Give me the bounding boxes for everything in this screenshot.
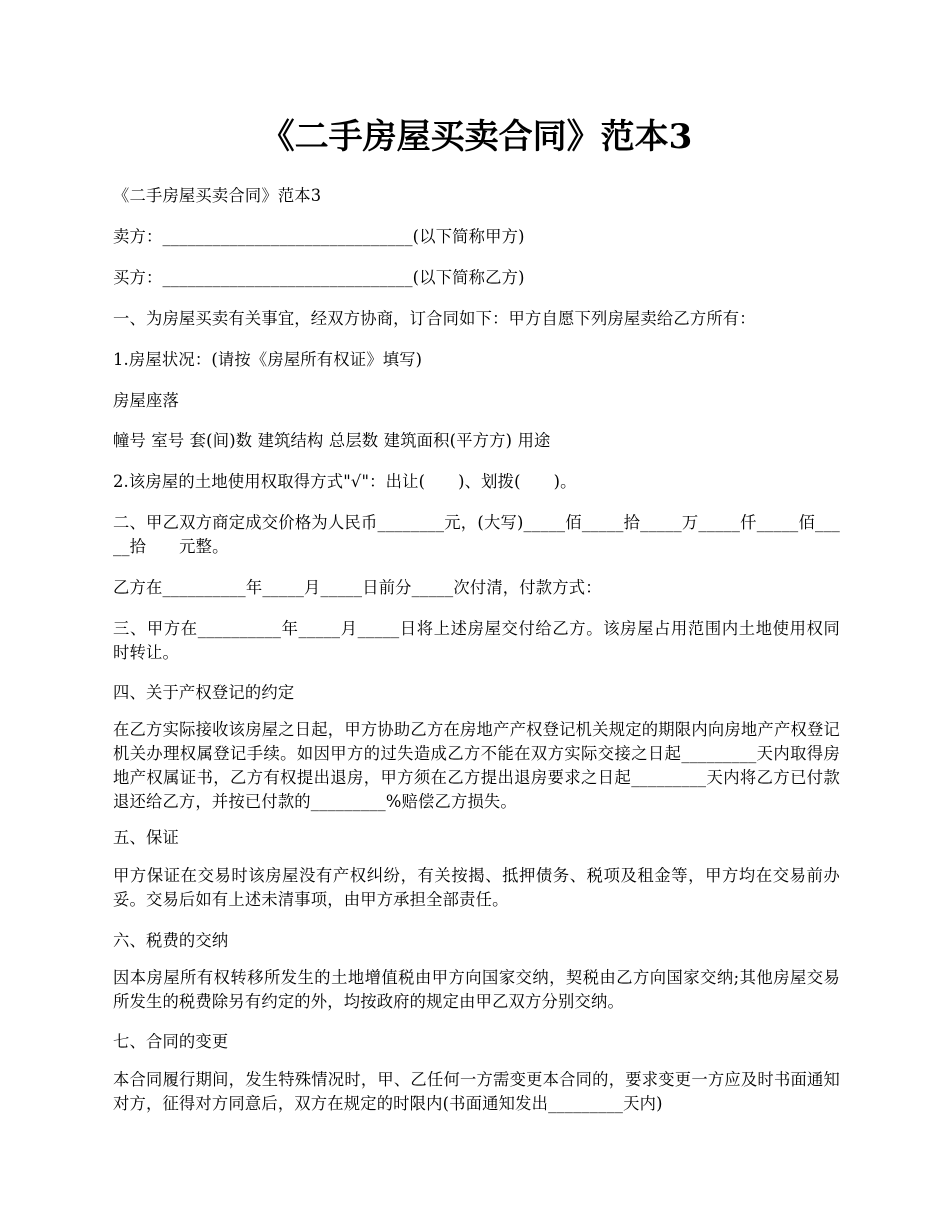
- document-page: [113, 0, 840, 1113]
- clause-4-body: 在乙方实际接收该房屋之日起，甲方协助乙方在房地产产权登记机关规定的期限内向房地产产权登记机关办理权属登记手续。如因甲方的过失造成乙方不能在双方实际交接之日起_________天内取得房地产权属证书，乙方有权提出退房，甲方须在乙方提出退房要求之日起_________天内将乙方已付款退还给乙方，并按已付款的_________%赔偿乙方损失。: [113, 720, 840, 811]
- house-status-line: 1.房屋状况：(请按《房屋所有权证》填写): [113, 350, 423, 369]
- subtitle-line: 《二手房屋买卖合同》范本3: [113, 186, 322, 205]
- clause-6-heading: 六、税费的交纳: [113, 931, 229, 950]
- document-title: 《二手房屋买卖合同》范本3: [260, 117, 693, 157]
- clause-3-delivery: 三、甲方在__________年_____月_____日将上述房屋交付给乙方。该房屋占用范围内土地使用权同时转让。: [113, 619, 840, 662]
- seller-line: 卖方：______________________________(以下简称甲方): [113, 227, 525, 246]
- house-location-line: 房屋座落: [113, 391, 179, 410]
- clause-2-price: 二、甲乙双方商定成交价格为人民币________元，(大写)_____佰_____拾_____万_____仟_____佰_____拾 元整。: [113, 513, 840, 556]
- clause-6-body: 因本房屋所有权转移所发生的土地增值税由甲方向国家交纳，契税由乙方向国家交纳;其他房屋交易所发生的税费除另有约定的外，均按政府的规定由甲乙双方分别交纳。: [113, 968, 840, 1011]
- house-fields-line: 幢号 室号 套(间)数 建筑结构 总层数 建筑面积(平方方) 用途: [113, 431, 551, 450]
- clause-4-heading: 四、关于产权登记的约定: [113, 683, 295, 702]
- land-use-right-line: 2.该房屋的土地使用权取得方式"√"：出让( )、划拨( )。: [113, 472, 577, 491]
- clause-7-body: 本合同履行期间，发生特殊情况时，甲、乙任何一方需变更本合同的，要求变更一方应及时书面通知对方，征得对方同意后，双方在规定的时限内(书面通知发出_________天内): [113, 1070, 840, 1113]
- payment-line: 乙方在__________年_____月_____日前分_____次付清，付款方式：: [113, 578, 602, 597]
- clause-5-heading: 五、保证: [113, 828, 179, 847]
- clause-1-heading: 一、为房屋买卖有关事宜，经双方协商，订合同如下：甲方自愿下列房屋卖给乙方所有：: [113, 309, 756, 328]
- clause-7-heading: 七、合同的变更: [113, 1032, 229, 1051]
- buyer-line: 买方：______________________________(以下简称乙方): [113, 268, 525, 287]
- clause-5-body: 甲方保证在交易时该房屋没有产权纠纷，有关按揭、抵押债务、税项及租金等，甲方均在交易前办妥。交易后如有上述未清事项，由甲方承担全部责任。: [113, 866, 840, 909]
